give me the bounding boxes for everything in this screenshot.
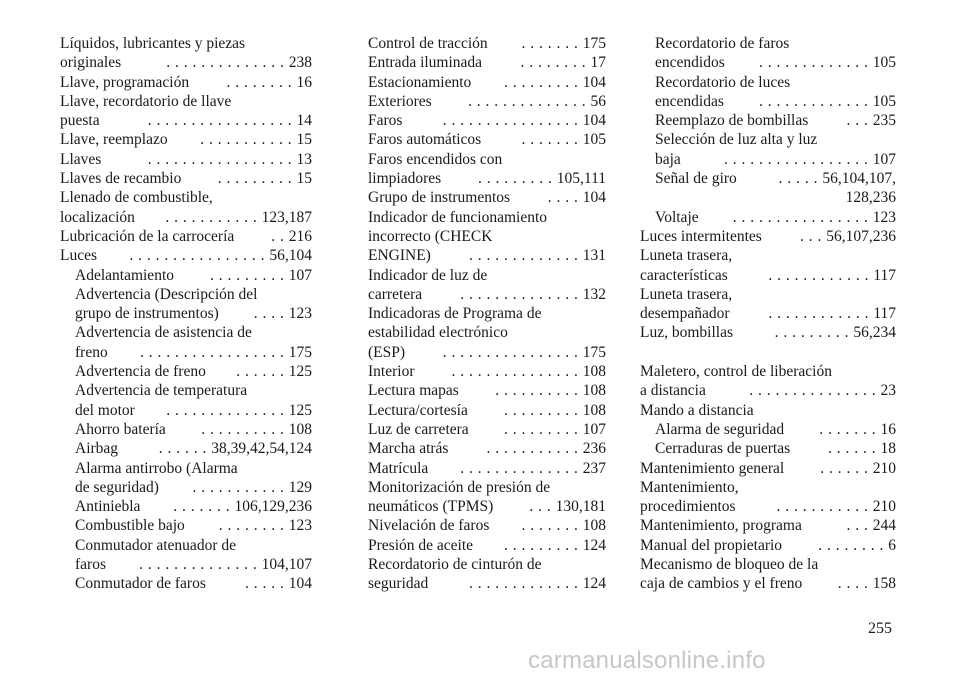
index-entry — [640, 459, 896, 478]
index-entry — [640, 497, 896, 516]
index-entry-pages: 16 — [880, 420, 896, 438]
index-entry-pages: 108 — [582, 517, 606, 535]
dot-leader: . . . . . . . . . . . . — [763, 266, 874, 284]
index-entry-pages: 6 — [888, 536, 896, 554]
index-entry-label: características — [640, 266, 728, 284]
index-entry-pages: 104 — [288, 575, 312, 593]
index-entry — [60, 516, 312, 535]
dot-leader: . . — [266, 227, 289, 245]
index-entry-label: freno — [75, 343, 108, 361]
index-entry-pages: 131 — [582, 247, 606, 265]
index-entry-pages: 15 — [296, 170, 312, 188]
index-entry — [60, 555, 312, 574]
dot-leader: . . . . . . . — [814, 420, 881, 438]
index-entry-pages: 56,104 — [269, 247, 312, 265]
dot-leader: . . . . . . . . . . . . . . . — [447, 363, 583, 381]
index-entry-label: Maletero, control de liberación — [640, 363, 832, 381]
index-entry — [368, 459, 606, 478]
index-entry — [60, 285, 312, 304]
index-entry-pages: 108 — [582, 401, 606, 419]
index-entry-label: estabilidad electrónico — [368, 324, 508, 342]
index-entry-label: grupo de instrumentos) — [75, 305, 219, 323]
index-entry-label: Faros encendidos con — [368, 150, 503, 168]
index-entry — [368, 34, 606, 53]
index-entry-pages: 105 — [582, 131, 606, 149]
index-entry-pages: 104 — [582, 112, 606, 130]
dot-leader: . . . . . . . . . — [499, 401, 583, 419]
dot-leader: . . . . . . . . . — [473, 170, 557, 188]
dot-leader: . . . . . — [240, 575, 289, 593]
index-entry-label: puesta — [60, 112, 100, 130]
index-entry-pages: 107 — [288, 266, 312, 284]
index-entry — [60, 343, 312, 362]
dot-leader: . . . . . . . . — [214, 517, 289, 535]
dot-leader: . . . . . . . — [168, 498, 235, 516]
dot-leader: . . . . . . . . . . . . . — [754, 92, 873, 110]
index-entry — [60, 150, 312, 169]
dot-leader: . . . . . . — [154, 440, 212, 458]
dot-leader: . . . . . . . . . . . . . . . — [744, 382, 881, 400]
index-entry-label: Monitorización de presión de — [368, 478, 551, 496]
index-entry-label: Interior — [368, 363, 415, 381]
index-entry-pages: 38,39,42,54,124 — [211, 440, 312, 458]
dot-leader: . . . . . . . . . . . . . . — [134, 556, 262, 574]
index-entry — [640, 150, 896, 169]
index-column-3 — [640, 34, 896, 594]
dot-leader: . . . . . — [774, 170, 823, 188]
index-entry-label: Indicador de luz de — [368, 266, 488, 284]
index-entry-label: originales — [60, 54, 122, 72]
dot-leader: . . . . . . . . . . . — [772, 498, 873, 516]
index-entry — [640, 130, 896, 149]
index-entry — [368, 150, 606, 169]
index-entry-label: Recordatorio de luces — [655, 73, 791, 91]
index-entry-pages: 124 — [582, 575, 606, 593]
dot-leader: . . . . . . . . . . . . . — [464, 575, 583, 593]
index-entry-pages: 104 — [582, 73, 606, 91]
index-entry — [60, 439, 312, 458]
index-entry-pages: 104 — [582, 189, 606, 207]
dot-leader: . . . . . . . . . . . — [482, 440, 583, 458]
index-entry — [368, 227, 606, 246]
index-entry-label: Conmutador de faros — [75, 575, 206, 593]
index-entry — [60, 362, 312, 381]
index-entry — [368, 53, 606, 72]
index-entry-label: localización — [60, 208, 135, 226]
dot-leader: . . . . . . . — [517, 131, 583, 149]
dot-leader: . . . . . . . . — [813, 536, 889, 554]
index-entry — [368, 304, 606, 323]
index-entry-label: Luces — [60, 247, 98, 265]
dot-leader: . . . . . . — [231, 363, 289, 381]
index-entry — [640, 574, 896, 593]
index-entry-pages: 56,104,107, — [822, 170, 896, 188]
index-entry-label: Alarma de seguridad — [655, 420, 785, 438]
index-entry-label: Llaves de recambio — [60, 170, 182, 188]
index-entry-label: Advertencia de asistencia de — [75, 324, 252, 342]
index-entry — [60, 536, 312, 555]
index-entry-pages: 125 — [288, 363, 312, 381]
index-entry-pages: 244 — [872, 517, 896, 535]
index-entry-pages: 105 — [872, 92, 896, 110]
index-entry-pages: 175 — [582, 343, 606, 361]
index-entry-label: Advertencia de temperatura — [75, 382, 248, 400]
index-entry-pages: 210 — [872, 498, 896, 516]
index-entry-label: procedimientos — [640, 498, 736, 516]
index-entry-pages: 17 — [590, 54, 606, 72]
index-entry — [368, 285, 606, 304]
index-entry-pages: 117 — [873, 266, 896, 284]
index-entry-label: Lubricación de la carrocería — [60, 227, 235, 245]
index-entry-label: Llave, recordatorio de llave — [60, 92, 232, 110]
index-entry-label: Mantenimiento, — [640, 478, 739, 496]
index-entry — [60, 92, 312, 111]
index-entry — [60, 574, 312, 593]
index-entry-label: Alarma antirrobo (Alarma — [75, 459, 238, 477]
index-entry — [60, 266, 312, 285]
dot-leader: . . . . . . . . . — [205, 266, 289, 284]
dot-leader: . . . . . . . . . . . . . . — [161, 401, 289, 419]
index-entry — [640, 246, 896, 265]
index-entry — [60, 227, 312, 246]
dot-leader: . . . — [795, 227, 827, 245]
index-entry-pages: 236 — [582, 440, 606, 458]
index-entry — [368, 92, 606, 111]
index-entry-pages: 56,107,236 — [826, 227, 896, 245]
index-entry-pages: 56 — [590, 92, 606, 110]
index-entry — [368, 381, 606, 400]
index-entry-label: limpiadores — [368, 170, 442, 188]
index-entry — [368, 266, 606, 285]
index-entry-label: encendidos — [655, 54, 725, 72]
index-entry-label: Advertencia (Descripción del — [75, 285, 258, 303]
index-entry — [640, 34, 896, 53]
index-entry — [640, 516, 896, 535]
index-entry — [368, 420, 606, 439]
index-entry-label: Grupo de instrumentos — [368, 189, 511, 207]
index-entry — [60, 304, 312, 323]
index-entry — [60, 53, 312, 72]
index-entry-pages: 123 — [872, 208, 896, 226]
index-entry — [60, 478, 312, 497]
index-entry — [640, 478, 896, 497]
dot-leader: . . . . . . . . . . . . . . — [161, 54, 289, 72]
dot-leader: . . . . . . . . . . . . . — [754, 54, 873, 72]
index-entry — [640, 111, 896, 130]
index-entry-label: Recordatorio de faros — [655, 35, 790, 52]
index-entry — [60, 246, 312, 265]
dot-leader: . . . . . . — [823, 440, 881, 458]
dot-leader: . . . . . . . . . . . . . . — [455, 459, 583, 477]
index-entry — [640, 266, 896, 285]
index-entry-pages: 105,111 — [556, 170, 606, 188]
index-entry-label: del motor — [75, 401, 135, 419]
index-entry-label: Luces intermitentes — [640, 227, 762, 245]
index-entry-label: Nivelación de faros — [368, 517, 490, 535]
index-entry-pages: 16 — [296, 73, 312, 91]
index-entry — [368, 323, 606, 342]
index-entry-label: Luneta trasera, — [640, 247, 733, 265]
index-entry — [640, 323, 896, 342]
index-entry — [368, 111, 606, 130]
index-entry-pages: 123 — [288, 517, 312, 535]
index-entry — [60, 111, 312, 130]
index-entry-label: neumáticos (TPMS) — [368, 498, 494, 516]
index-entry-pages: 124 — [582, 536, 606, 554]
index-entry-label: Entrada iluminada — [368, 54, 483, 72]
index-entry — [368, 188, 606, 207]
index-entry — [60, 208, 312, 227]
index-entry-pages: 106,129,236 — [234, 498, 312, 516]
index-entry — [368, 208, 606, 227]
index-entry-label: Conmutador atenuador de — [75, 536, 236, 554]
index-entry-pages: 108 — [582, 382, 606, 400]
index-entry-pages: 107 — [582, 420, 606, 438]
index-entry-label: Luz, bombillas — [640, 324, 733, 342]
index-entry-label: Mecanismo de bloqueo de la — [640, 556, 819, 574]
index-entry-label: carretera — [368, 285, 423, 303]
index-entry — [640, 208, 896, 227]
dot-leader: . . . . . . . . . . . . . . . . . — [143, 112, 297, 130]
index-entry — [368, 169, 606, 188]
index-entry-label: Manual del propietario — [640, 536, 783, 554]
index-entry-pages: 123,187 — [261, 208, 312, 226]
dot-leader: . . . . . . . . — [222, 73, 297, 91]
dot-leader: . . . . . . . — [517, 35, 583, 52]
index-entry-label: Llaves — [60, 150, 102, 168]
dot-leader: . . . . . . . — [517, 517, 583, 535]
index-entry-label: Mantenimiento, programa — [640, 517, 802, 535]
index-entry-label: ENGINE) — [368, 247, 431, 265]
index-entry-label: Lectura mapas — [368, 382, 459, 400]
dot-leader: . . . . . . . . . . . . . . . . . — [719, 150, 873, 168]
index-entry-label: Antiniebla — [75, 498, 141, 516]
index-entry — [640, 401, 896, 420]
index-entry — [60, 73, 312, 92]
index-entry-pages: 14 — [296, 112, 312, 130]
index-entry-label: Selección de luz alta y luz — [655, 131, 818, 149]
index-entry-pages: 104,107 — [261, 556, 312, 574]
index-entry-label: Marcha atrás — [368, 440, 449, 458]
index-entry-label: Faros automáticos — [368, 131, 482, 149]
index-entry — [368, 362, 606, 381]
index-entry-label: de seguridad) — [75, 478, 159, 496]
index-entry — [368, 401, 606, 420]
index-entry-label: Mantenimiento general — [640, 459, 785, 477]
dot-leader: . . . . . . . . . — [499, 420, 583, 438]
dot-leader: . . . . . . . . . . . — [188, 478, 289, 496]
dot-leader: . . . . . . . . . . . . . . — [455, 285, 583, 303]
index-entry-label: incorrecto (CHECK — [368, 227, 493, 245]
index-entry-label: a distancia — [640, 382, 706, 400]
index-entry-label: seguridad — [368, 575, 429, 593]
index-entry-label: Faros — [368, 112, 403, 130]
index-entry — [60, 188, 312, 207]
index-entry-pages: 123 — [288, 305, 312, 323]
index-entry — [368, 73, 606, 92]
index-entry — [640, 285, 896, 304]
dot-leader: . . . . . . . . . . . . . . . . . — [135, 343, 289, 361]
dot-leader: . . . — [842, 517, 873, 535]
index-entry — [640, 227, 896, 246]
index-entry-label: desempañador — [640, 305, 730, 323]
index-entry-pages: 13 — [296, 150, 312, 168]
index-entry-label: faros — [75, 556, 106, 574]
index-entry-pages: 108 — [582, 363, 606, 381]
dot-leader: . . . . . . . . . . . . . . . . — [438, 112, 583, 130]
index-entry — [60, 420, 312, 439]
index-entry — [640, 169, 896, 188]
index-entry — [60, 34, 312, 53]
index-entry — [640, 73, 896, 92]
dot-leader: . . . . . . . . . . . . . . . . — [728, 208, 873, 226]
index-entry-label: Exteriores — [368, 92, 432, 110]
dot-leader: . . . . . . . . . . . . . . . . — [438, 343, 583, 361]
dot-leader: . . . . . . . . . . . . . . . . — [125, 247, 270, 265]
index-entry — [368, 439, 606, 458]
index-entry — [368, 130, 606, 149]
index-entry — [368, 555, 606, 574]
index-entry-label: Señal de giro — [655, 170, 737, 188]
index-entry — [640, 381, 896, 400]
index-entry — [640, 304, 896, 323]
dot-leader: . . . . . . . . . . . . — [763, 305, 874, 323]
index-entry — [60, 381, 312, 400]
dot-leader: . . . — [525, 498, 556, 516]
index-entry — [368, 574, 606, 593]
dot-leader: . . . . . . . . . . . . . . . . . — [143, 150, 297, 168]
index-entry-pages: 235 — [872, 112, 896, 130]
index-entry-pages: 130,181 — [555, 498, 606, 516]
dot-leader: . . . . . . — [815, 459, 873, 477]
index-entry-label: Control de tracción — [368, 35, 488, 52]
index-entry-label: Líquidos, lubricantes y piezas — [60, 35, 246, 52]
index-entry — [640, 555, 896, 574]
dot-leader: . . . . . . . . — [516, 54, 591, 72]
index-entry-label: Luz de carretera — [368, 420, 469, 438]
dot-leader: . . . . . . . . . — [770, 324, 854, 342]
dot-leader: . . . — [842, 112, 873, 130]
index-entry-label: Matrícula — [368, 459, 429, 477]
index-entry-pages: 129 — [288, 478, 312, 496]
index-entry — [640, 188, 896, 207]
index-entry-label: Voltaje — [655, 208, 699, 226]
dot-leader: . . . . . . . . . . . — [195, 131, 297, 149]
index-entry-pages: 23 — [880, 382, 896, 400]
page-number: 255 — [868, 620, 892, 637]
index-entry-pages: 125 — [288, 401, 312, 419]
index-entry-label: Estacionamiento — [368, 73, 472, 91]
index-entry-pages: 238 — [288, 54, 312, 72]
index-entry — [368, 536, 606, 555]
index-entry-label: Recordatorio de cinturón de — [368, 556, 542, 574]
index-entry-pages: 117 — [873, 305, 896, 323]
index-entry-label: (ESP) — [368, 343, 406, 361]
dot-leader: . . . . — [249, 305, 289, 323]
index-entry-label: Reemplazo de bombillas — [655, 112, 809, 130]
index-entry-pages: 108 — [288, 420, 312, 438]
index-entry-label: Luneta trasera, — [640, 285, 733, 303]
index-entry-label: Advertencia de freno — [75, 363, 206, 381]
index-entry-label: Llave, reemplazo — [60, 131, 168, 149]
index-entry-label: Cerraduras de puertas — [655, 440, 791, 458]
index-entry-pages: 105 — [872, 54, 896, 72]
index-entry-pages: 15 — [296, 131, 312, 149]
dot-leader: . . . . . . . . . . — [196, 420, 289, 438]
index-entry-label: encendidas — [655, 92, 724, 110]
index-entry-label: Llave, programación — [60, 73, 190, 91]
index-entry-label: Indicador de funcionamiento — [368, 208, 548, 226]
index-entry-pages: 56,234 — [853, 324, 896, 342]
index-entry — [640, 439, 896, 458]
index-entry-label: baja — [655, 150, 681, 168]
index-entry-label: caja de cambios y el freno — [640, 575, 803, 593]
dot-leader: . . . . . . . . . . . . . — [464, 247, 583, 265]
index-column-2 — [368, 34, 606, 594]
index-entry-label: Mando a distancia — [640, 401, 754, 419]
index-entry — [60, 401, 312, 420]
dot-leader: . . . . . . . . . . . . . . — [463, 92, 591, 110]
dot-leader: . . . . . . . . . — [499, 536, 583, 554]
index-entry — [60, 497, 312, 516]
index-entry-label: Ahorro batería — [75, 420, 166, 438]
index-entry-label: Adelantamiento — [75, 266, 174, 284]
index-entry-pages: 18 — [880, 440, 896, 458]
index-entry — [640, 362, 896, 381]
index-entry-pages: 132 — [582, 285, 606, 303]
index-entry — [640, 420, 896, 439]
index-entry — [368, 478, 606, 497]
index-entry-pages: 128,236 — [845, 189, 896, 207]
dot-leader: . . . . . . . . . — [213, 170, 297, 188]
index-entry — [640, 92, 896, 111]
watermark: carmanualsonline.info — [528, 647, 766, 674]
index-entry-pages: 216 — [288, 227, 312, 245]
dot-leader: . . . . . . . . . . — [490, 382, 583, 400]
index-column-1 — [60, 34, 312, 594]
index-entry — [60, 130, 312, 149]
blank-line — [640, 343, 896, 362]
index-entry-pages: 158 — [872, 575, 896, 593]
index-entry-label: Indicadoras de Programa de — [368, 305, 542, 323]
index-entry — [640, 536, 896, 555]
index-entry-pages: 107 — [872, 150, 896, 168]
index-entry — [60, 323, 312, 342]
index-entry-label: Combustible bajo — [75, 517, 185, 535]
index-entry-label: Airbag — [75, 440, 119, 458]
index-entry-label: Llenado de combustible, — [60, 189, 213, 207]
dot-leader: . . . . . . . . . . . — [161, 208, 262, 226]
index-entry — [368, 497, 606, 516]
index-entry — [368, 246, 606, 265]
index-entry-label: Presión de aceite — [368, 536, 474, 554]
dot-leader: . . . . — [543, 189, 583, 207]
index-entry-label: Lectura/cortesía — [368, 401, 468, 419]
index-entry — [60, 169, 312, 188]
index-entry — [640, 53, 896, 72]
index-entry — [368, 343, 606, 362]
index-entry-pages: 210 — [872, 459, 896, 477]
index-entry-pages: 175 — [288, 343, 312, 361]
index-entry — [60, 459, 312, 478]
index-entry — [368, 516, 606, 535]
index-entry-pages: 175 — [582, 35, 606, 52]
index-entry-pages: 237 — [582, 459, 606, 477]
dot-leader: . . . . . . . . . — [499, 73, 583, 91]
dot-leader: . . . . — [833, 575, 873, 593]
